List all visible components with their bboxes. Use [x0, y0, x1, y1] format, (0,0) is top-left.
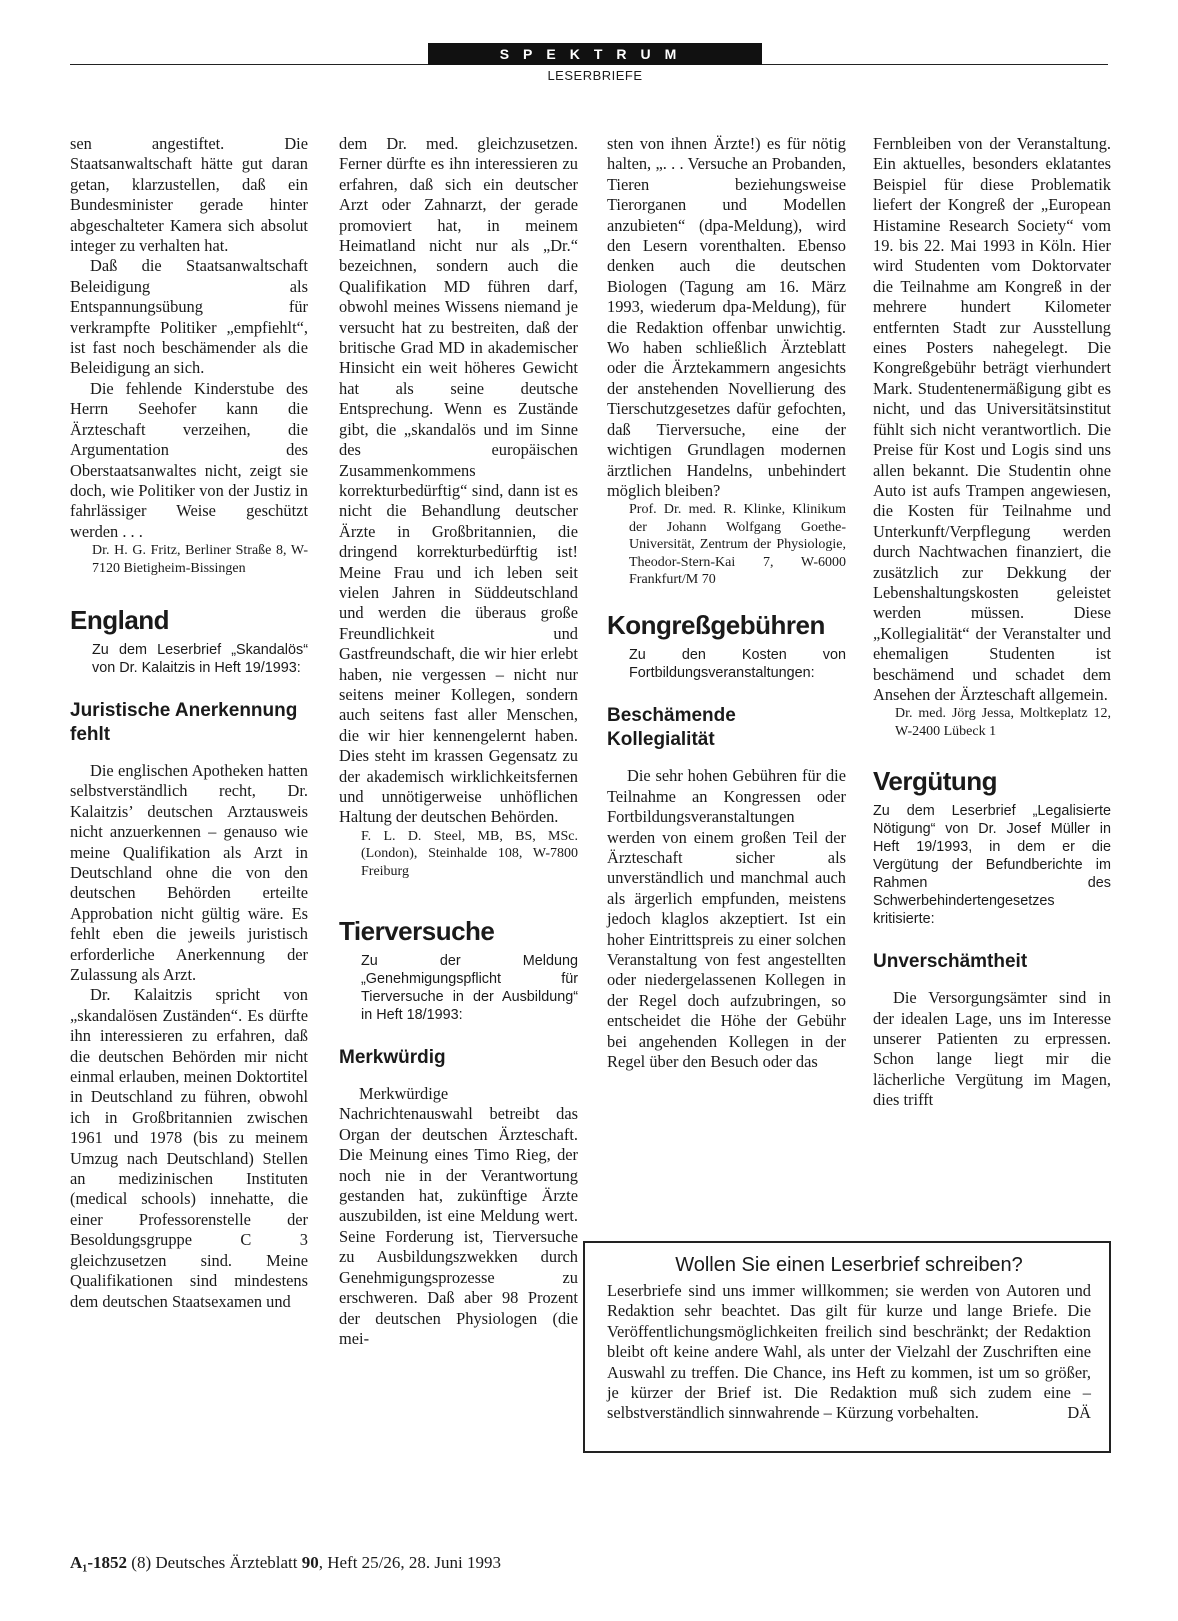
reference-note: Zu dem Leserbrief „Skandalös“ von Dr. Kalaitzis in Heft 19/1993: [92, 641, 308, 676]
column-2 [339, 134, 578, 1349]
paragraph: Die Versorgungsämter sind in der idealen Lage, uns im Interesse unserer Patienten zu erpressen. Schon lange liegt mir die lächerliche Vergütung im Magen, dies trifft [873, 988, 1111, 1110]
column-4 [873, 134, 1111, 1111]
page-number: A₁-1852 [70, 1553, 128, 1572]
section-band: SPEKTRUM [428, 43, 762, 65]
info-box-text [607, 1281, 1091, 1424]
reference-note: Zu dem Leserbrief „Legalisierte Nötigung“ von Dr. Josef Müller in Heft 19/1993, in dem er die Vergütung der Befundberichte im Rahmen des Schwerbehindertengesetzes kritisierte: [873, 803, 1111, 928]
paragraph: Daß die Staatsanwaltschaft Beleidigung als Entspannungsübung für verkrampfte Politiker „empfiehlt“, ist fast noch beschämender als die Beleidigung an sich. [70, 256, 308, 378]
footer-volume: 90 [301, 1553, 319, 1572]
paragraph: Fernbleiben von der Veranstaltung. Ein aktuelles, besonders eklatantes Beispiel für diese Problematik liefert der Kongreß der „European Histamine Research Society“ vom 19. bis 22. Mai 1993 in Köln. Hier wird Studenten vom Doktorvater die Teilnahme am Kongreß in der mehrere hundert Kilometer entfernten Stadt zur Ausstellung eines Posters nahegelegt. Die Kongreßgebühr beträgt vierhundert Mark. Studentenermäßigung gibt es nicht, und das Universitätsinstitut fühlt sich nicht verantwortlich. Die Preise für Kost und Logis sind uns allen bekannt. Die Studentin ohne Auto ist aufs Trampen angewiesen, die Kosten für Teilnahme und Unterkunft/Verpflegung werden durch Nachtwachen finanziert, die zusätzlich zur Dekkung der Lebenshaltungskosten geleistet werden müssen. Diese „Kollegialität“ der Veranstalter und ehemaligen Studenten ist beschämend und schadet dem Ansehen der Ärzteschaft allgemein. [873, 134, 1111, 704]
paragraph: sen angestiftet. Die Staatsanwaltschaft hätte gut daran getan, klarzustellen, daß ein Bundesminister gerade hinter abgeschalteter Kamera sich absolut integer zu verhalten hat. [70, 134, 308, 256]
paragraph: Die sehr hohen Gebühren für die Teilnahme an Kongressen oder Fortbildungsveranstaltungen werden von einem großen Teil der Ärzteschaft sicher als unverständlich und manchmal auch als ärgerlich empfunden, meistens jedoch klaglos akzeptiert. Ist ein hoher Eintrittspreis zu einer solchen Veranstaltung von fest angestellten oder niedergelassenen Kollegen in der Regel doch aufzubringen, so entscheidet die Höhe der Gebühr bei angehenden Kollegen in der Regel über den Besuch oder das [607, 766, 846, 1072]
paragraph: Die englischen Apotheken hatten selbstverständlich recht, Dr. Kalaitzis’ deutschen Arztausweis nicht anzuerkennen – genauso wie meine Qualifikation als Arzt in Deutschland ohne die von den deutschen Behörden erteilte Approbation nicht gültig wäre. Es fehlt eben die jeweils juristisch erforderliche Anerkennung der Zulassung als Arzt. [70, 760, 308, 984]
letter-signature: Dr. H. G. Fritz, Berliner Straße 8, W-7120 Bietigheim-Bissingen [92, 543, 308, 576]
paragraph: Merkwürdige Nachrichtenauswahl betreibt das Organ der deutschen Ärzteschaft. Die Meinung eines Timo Rieg, der noch nie in der Verantwortung gestanden hat, zukünftige Ärzte auszubilden, ist eine Meldung wert. Seine Forderung ist, Tierversuche zu Ausbildungszwekken durch Genehmigungsprozesse zu erschweren. Daß aber 98 Prozent der deutschen Physiologen (die mei- [339, 1084, 578, 1348]
rubric-heading: Kongreßgebühren [607, 610, 825, 641]
paragraph: sten von ihnen Ärzte!) es für nötig halten, „. . . Versuche an Probanden, Tieren beziehungsweise Tierorganen und Modellen anzubieten“ (dpa-Meldung), wird den Lesern vorenthalten. Ebenso denken auch die deutschen Biologen (Tagung am 16. März 1993, wiederum dpa-Meldung), für die Redaktion offenbar unwichtig. Wo haben schließlich Ärzteblatt oder die Ärztekammern angesichts der anstehenden Novellierung des Tierschutzgesetzes dafür gefochten, daß Tierversuche, eine der wichtigen Grundlagen modernen ärztlichen Handelns, unbehindert möglich bleiben? [607, 134, 846, 500]
footer-issue: , Heft 25/26, 28. Juni 1993 [318, 1553, 501, 1572]
letter-signature: Prof. Dr. med. R. Klinke, Klinikum der Johann Wolfgang Goethe-Universität, Zentrum der Physiologie, Theodor-Stern-Kai 7, W-6000 Frankfurt/M 70 [629, 502, 846, 587]
rubric-heading: England [70, 604, 170, 635]
paragraph: Die fehlende Kinderstube des Herrn Seehofer kann die Ärzteschaft verzeihen, die Argumentation des Oberstaatsanwaltes nicht, zeigt sie doch, wie Politiker von der Justiz in fahrlässiger Weise geschützt werden . . . [70, 378, 308, 541]
rubric-heading: Vergütung [873, 766, 998, 797]
rubric-heading: Tierversuche [339, 916, 495, 947]
reference-note: Zu den Kosten von Fortbildungsveranstaltungen: [629, 647, 846, 682]
letter-title: Beschämende Kollegialität [607, 705, 736, 751]
letter-signature: Dr. med. Jörg Jessa, Moltkeplatz 12, W-2400 Lübeck 1 [895, 706, 1111, 739]
paragraph: Dr. Kalaitzis spricht von „skandalösen Zuständen“. Es dürfte ihn interessieren zu erfahren, daß die deutschen Behörden mir nicht einmal erlauben, meinen Doktortitel in Deutschland zu führen, obwohl ich in Großbritannien zwischen 1961 und 1978 (bis zu meinem Umzug nach Deutschland) Stellen an medizinischen Instituten (medical schools) innehatte, die einer Professorenstelle der Besoldungsgruppe C 3 gleichzusetzen sind. Meine Qualifikationen sind mindestens dem deutschen Staatsexamen und [70, 985, 308, 1311]
paragraph: dem Dr. med. gleichzusetzen. Ferner dürfte es ihn interessieren zu erfahren, daß sich ein deutscher Arzt oder Zahnarzt, der gerade promoviert hat, in meinem Heimatland nicht nur als „Dr.“ bezeichnen, sondern auch die Qualifikation MD führen darf, obwohl meines Wissens niemand je versucht hat zu bestreiten, daß der britische Grad MD in akademischer Hinsicht ein weit höheres Gewicht hat als seine deutsche Entsprechung. Wenn es Zustände gibt, die „skandalös und im Sinne des europäischen Zusammenkommens korrekturbedürftig“ sind, dann ist es nicht die Behandlung deutscher Ärzte in Großbritannien, die dringend korrekturbedürftig ist! Meine Frau und ich leben seit vielen Jahren in Süddeutschland und werden die überaus große Freundlichkeit und Gastfreundschaft, die wir hier erlebt haben, nie vergessen – nicht nur seitens meiner Kollegen, sondern auch seitens fast aller Menschen, die wir hier kennengelernt haben. Dies steht im krassen Gegensatz zu der akademisch wirklichkeitsfernen und unnötigerweise unhöflichen Haltung der deutschen Behörden. [339, 134, 578, 827]
letter-title: Unverschämtheit [873, 951, 1028, 973]
footer-journal: (8) Deutsches Ärzteblatt [127, 1553, 302, 1572]
info-box-initials: DÄ [1067, 1403, 1091, 1423]
info-box [583, 1241, 1111, 1453]
reference-note: Zu der Meldung „Genehmigungspflicht für Tierversuche in der Ausbildung“ in Heft 18/1993: [361, 953, 578, 1024]
column-3 [607, 134, 846, 1072]
letter-title: Merkwürdig [339, 1047, 446, 1069]
section-label: LESERBRIEFE [547, 68, 643, 83]
info-box-title: Wollen Sie einen Leserbrief schreiben? [675, 1254, 1023, 1276]
column-1 [70, 134, 308, 1312]
letter-title: Juristische Anerkennung fehlt [70, 699, 298, 745]
page-footer [70, 1553, 501, 1573]
letter-signature: F. L. D. Steel, MB, BS, MSc. (London), Steinhalde 108, W-7800 Freiburg [361, 828, 578, 879]
info-box-body: Leserbriefe sind uns immer willkommen; sie werden von Autoren und Redaktion sehr beachtet. Das gilt für kurze und lange Briefe. Die Veröffentlichungsmöglichkeiten freilich sind beschränkt; der Redaktion bleibt oft keine andere Wahl, als unter der Vielzahl der Zuschriften eine Auswahl zu treffen. Die Chance, ins Heft zu kommen, ist um so größer, je kürzer der Brief ist. Die Redaktion muß sich zudem eine – selbstverständlich sinnwahrende – Kürzung vorbehalten. [607, 1281, 1091, 1423]
